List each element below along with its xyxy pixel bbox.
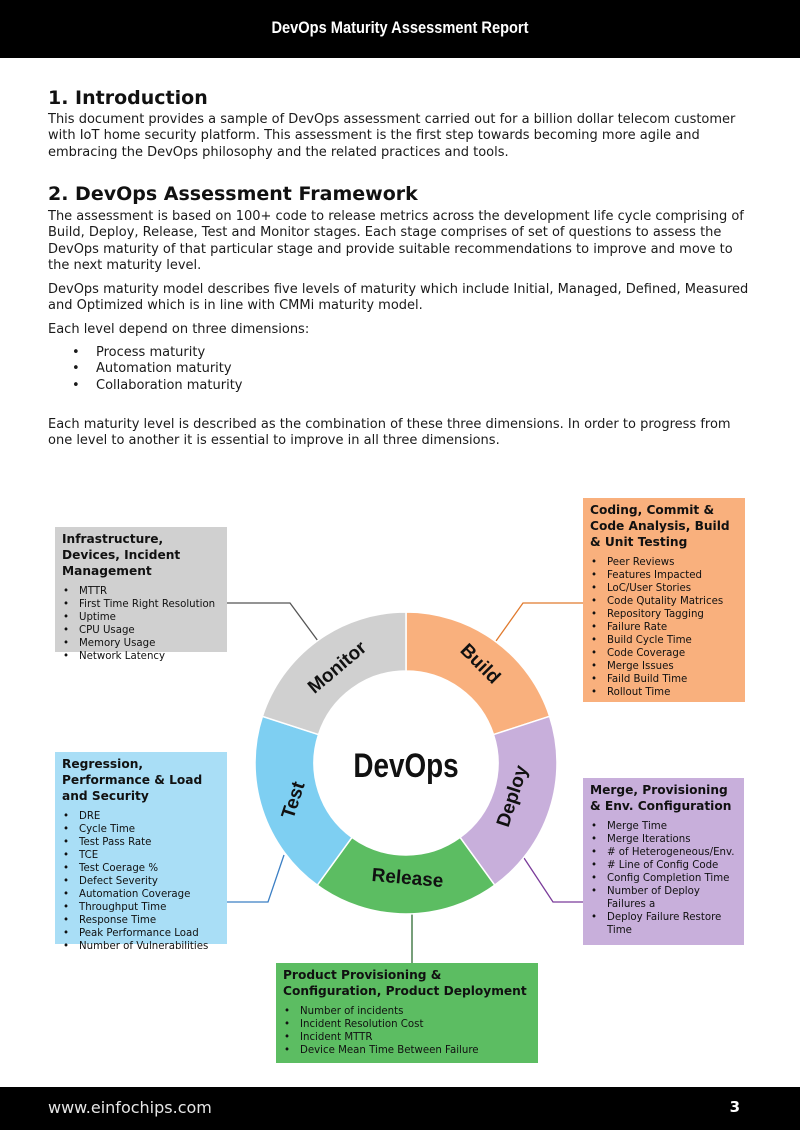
test-segment-label: Test	[277, 779, 310, 822]
deploy-metrics-box	[583, 778, 744, 945]
list-item: • Rollout Time	[590, 686, 738, 699]
list-item: • Code Coverage	[590, 647, 738, 660]
test-box-title: Regression, Performance & Load and Security	[62, 757, 203, 803]
release-metrics-list	[283, 1005, 531, 1057]
test-connector	[227, 855, 284, 902]
list-item: • Automation maturity	[48, 361, 243, 377]
devops-center-label: DevOps	[353, 746, 459, 785]
build-segment-label: Build	[455, 639, 505, 689]
build-metrics-box	[583, 498, 745, 702]
page-number: 3	[729, 1098, 740, 1116]
list-item: • CPU Usage	[62, 624, 220, 637]
release-metrics-box	[276, 963, 538, 1063]
list-item: • Incident MTTR	[283, 1031, 531, 1044]
list-item: • TCE	[62, 849, 220, 862]
list-item: • Collaboration maturity	[48, 378, 243, 394]
report-title: DevOps Maturity Assessment Report	[271, 18, 529, 37]
list-item: • Throughput Time	[62, 901, 220, 914]
deploy-connector	[524, 858, 583, 902]
build-connector	[496, 603, 583, 641]
section-1-heading: 1. Introduction	[48, 87, 208, 109]
test-metrics-box	[55, 752, 227, 952]
intro-paragraph: This document provides a sample of DevOps assessment carried out for a billion dollar telecom customer with IoT home security platform. This assessment is the first step towards becoming more agile and embracing the DevOps philosophy and the related practices and tools.	[48, 112, 736, 160]
framework-paragraph-4: Each maturity level is described as the combination of these three dimensions. In order to progress from one level to another it is essential to improve in all three dimensions.	[48, 417, 731, 449]
list-item: • Merge Issues	[590, 660, 738, 673]
list-item: • Automation Coverage	[62, 888, 220, 901]
list-item: • Deploy Failure Restore Time	[590, 911, 737, 937]
list-item: • Code Qutality Matrices	[590, 595, 738, 608]
list-item: • Merge Iterations	[590, 833, 737, 846]
framework-paragraph-1: The assessment is based on 100+ code to release metrics across the development life cycle comprising of Build, Deploy, Release, Test and Monitor stages. Each stage comprises of set of questions to assess the DevOps maturity of that particular stage and provide suitable recommendations to improve and move to the next maturity level.	[48, 209, 744, 273]
list-item: • LoC/User Stories	[590, 582, 738, 595]
list-item: • Incident Resolution Cost	[283, 1018, 531, 1031]
list-item: • Test Pass Rate	[62, 836, 220, 849]
list-item: • MTTR	[62, 585, 220, 598]
list-item: • Defect Severity	[62, 875, 220, 888]
build-metrics-list	[590, 556, 738, 699]
framework-paragraph-2: DevOps maturity model describes five levels of maturity which include Initial, Managed, Defined, Measured and Optimized which is in line with CMMi maturity model.	[48, 282, 749, 314]
list-item: • Number of incidents	[283, 1005, 531, 1018]
monitor-box-title: Infrastructure, Devices, Incident Management	[62, 532, 181, 578]
test-metrics-list	[62, 810, 220, 953]
monitor-metrics-list	[62, 585, 220, 663]
page-footer	[0, 1087, 800, 1130]
list-item: • Faild Build Time	[590, 673, 738, 686]
list-item: • Network Latency	[62, 650, 220, 663]
release-box-title: Product Provisioning & Configuration, Product Deployment	[283, 968, 527, 998]
list-item: • Failure Rate	[590, 621, 738, 634]
monitor-connector	[226, 603, 318, 641]
list-item: • DRE	[62, 810, 220, 823]
framework-paragraph-3: Each level depend on three dimensions:	[48, 322, 310, 337]
list-item: • Memory Usage	[62, 637, 220, 650]
list-item: • Features Impacted	[590, 569, 738, 582]
monitor-metrics-box	[55, 527, 227, 662]
list-item: • Uptime	[62, 611, 220, 624]
release-segment-label: Release	[370, 864, 445, 893]
footer-url: www.einfochips.com	[48, 1098, 212, 1117]
list-item: • Process maturity	[48, 345, 243, 361]
list-item: • Repository Tagging	[590, 608, 738, 621]
list-item: • Test Coerage %	[62, 862, 220, 875]
section-2-heading: 2. DevOps Assessment Framework	[48, 183, 418, 205]
list-item: • Build Cycle Time	[590, 634, 738, 647]
list-item: • Device Mean Time Between Failure	[283, 1044, 531, 1057]
list-item: • Merge Time	[590, 820, 737, 833]
deploy-metrics-list	[590, 820, 737, 937]
monitor-segment-label: Monitor	[304, 637, 371, 699]
list-item: • Peak Performance Load	[62, 927, 220, 940]
list-item: • Number of Vulnerabilities	[62, 940, 220, 953]
list-item: • Cycle Time	[62, 823, 220, 836]
list-item: • Config Completion Time	[590, 872, 737, 885]
list-item: • Number of Deploy Failures a	[590, 885, 737, 911]
deploy-box-title: Merge, Provisioning & Env. Configuration	[590, 783, 732, 813]
list-item: • First Time Right Resolution	[62, 598, 220, 611]
build-box-title: Coding, Commit & Code Analysis, Build & Unit Testing	[590, 503, 730, 549]
deploy-segment-label: Deploy	[492, 762, 533, 830]
list-item: • Peer Reviews	[590, 556, 738, 569]
list-item: • # of Heterogeneous/Env.	[590, 846, 737, 859]
list-item: • Response Time	[62, 914, 220, 927]
list-item: • # Line of Config Code	[590, 859, 737, 872]
